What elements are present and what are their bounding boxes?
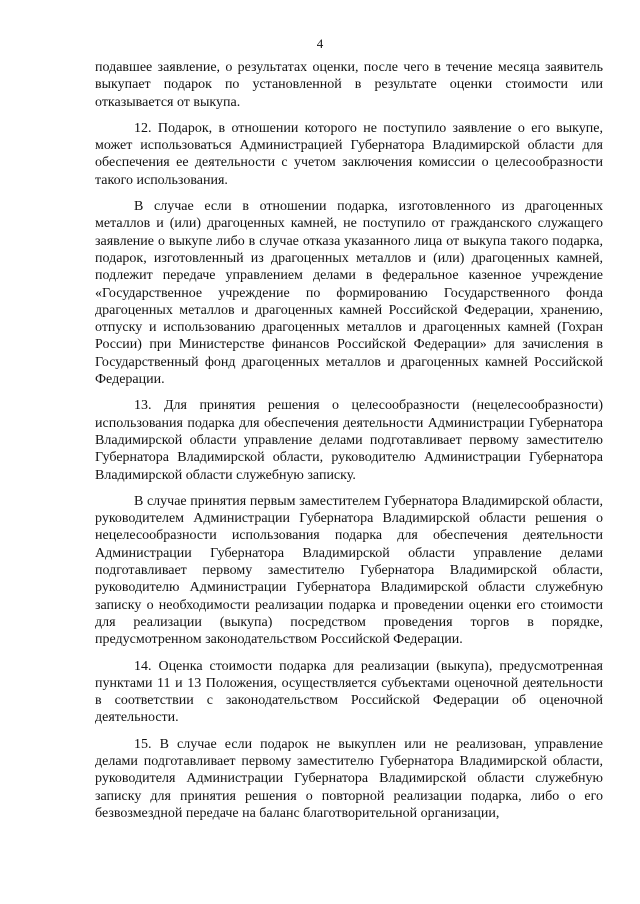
document-body xyxy=(95,59,603,822)
page-number: 4 xyxy=(316,36,324,51)
paragraph-non-expediency: В случае принятия первым заместителем Губернатора Владимирской области, руководителем Администрации Губернатора Владимирской области решения о нецелесообразности использования подарка для обеспечения деятельности Администрации Губернатора Владимирской области управление делами подготавливает первому заместителю Губернатора Владимирской области, руководителю Администрации Губернатора Владимирской области служебную записку о необходимости реализации подарка и проведении оценки его стоимости для реализации (выкупа) посредством проведения торгов в порядке, предусмотренном законодательством Российской Федерации. xyxy=(95,493,603,648)
paragraph-clause-13: 13. Для принятия решения о целесообразности (нецелесообразности) использования подарка для обеспечения деятельности Администрации Губернатора Владимирской области управление делами подготавливает первому заместителю Губернатора Владимирской области, руководителю Администрации Губернатора Владимирской области служебную записку. xyxy=(95,398,603,483)
paragraph-clause-14: 14. Оценка стоимости подарка для реализации (выкупа), предусмотренная пунктами 11 и 13 Положения, осуществляется субъектами оценочной деятельности в соответствии с законодательством Российской Федерации об оценочной деятельности. xyxy=(95,658,603,726)
paragraph-precious-metals: В случае если в отношении подарка, изготовленного из драгоценных металлов и (или) драгоценных камней, не поступило от гражданского служащего заявление о выкупе либо в случае отказа указанного лица от выкупа такого подарка, подарок, изготовленный из драгоценных металлов и (или) драгоценных камней, подлежит передаче управлением делами в федеральное казенное учреждение «Государственное учреждение по формированию Государственного фонда драгоценных металлов и драгоценных камней Российской Федерации, хранению, отпуску и использованию драгоценных металлов и драгоценных камней (Гохран России) при Министерстве финансов Российской Федерации» для зачисления в Государственный фонд драгоценных металлов и драгоценных камней Российской Федерации. xyxy=(95,199,603,388)
paragraph-clause-15: 15. В случае если подарок не выкуплен или не реализован, управление делами подготавливает первому заместителю Губернатора Владимирской области, руководителя Администрации Губернатора Владимирской области служебную записку для принятия решения о повторной реализации подарка, либо о его безвозмездной передаче на баланс благотворительной организации, xyxy=(95,736,603,821)
paragraph-continuation: подавшее заявление, о результатах оценки, после чего в течение месяца заявитель выкупает подарок по установленной в результате оценки стоимости или отказывается от выкупа. xyxy=(95,60,603,110)
paragraph-clause-12: 12. Подарок, в отношении которого не поступило заявление о его выкупе, может использоваться Администрацией Губернатора Владимирской области для обеспечения ее деятельности с учетом заключения комиссии о целесообразности такого использования. xyxy=(95,120,603,188)
